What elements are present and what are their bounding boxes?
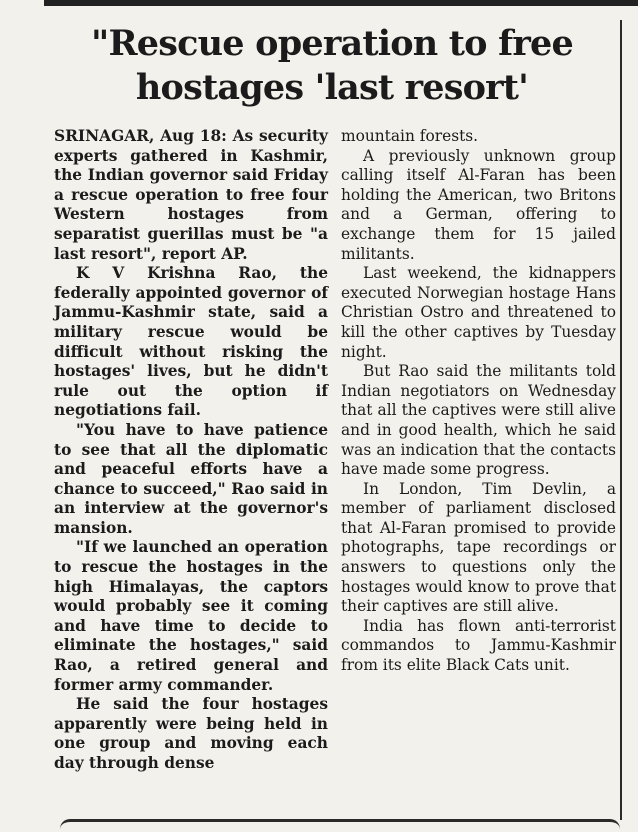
top-border-rule	[44, 0, 638, 6]
paragraph: mountain forests.	[341, 127, 479, 145]
adjacent-column-edge	[620, 20, 638, 820]
paragraph: SRINAGAR, Aug 18: As security experts gathered in Kashmir, the Indian governor said Friday a rescue operation to free four Western hostages from separatist guerillas must be "a last resort", report AP.	[54, 127, 328, 263]
paragraph: K V Krishna Rao, the federally appointed governor of Jammu-Kashmir state, said a military rescue would be difficult without risking the hostages' lives, but he didn't rule out the option if negotiations fail.	[54, 264, 328, 420]
article-column-left	[54, 127, 328, 774]
paragraph: A previously unknown group calling itself Al-Faran has been holding the American, two Britons and a German, offering to exchange them for 15 jailed militants.	[341, 146, 616, 263]
paragraph: "You have to have patience to see that all the diplomatic and peaceful efforts have a chance to succeed," Rao said in an interview at the governor's mansion.	[54, 420, 328, 537]
paragraph: He said the four hostages apparently were being held in one group and moving each day through dense	[54, 695, 328, 772]
paragraph: India has flown anti-terrorist commandos to Jammu-Kashmir from its elite Black Cats unit.	[341, 616, 616, 675]
paragraph: Last weekend, the kidnappers executed Norwegian hostage Hans Christian Ostro and threatened to kill the other captives by Tuesday night.	[341, 264, 616, 361]
paragraph: But Rao said the militants told Indian negotiators on Wednesday that all the captives were still alive and in good health, which he said was an indication that the contacts have made some progress.	[341, 362, 616, 479]
paragraph: "If we launched an operation to rescue the hostages in the high Himalayas, the captors would probably see it coming and have time to decide to eliminate the hostages," said Rao, a retired general and former army commander.	[54, 538, 328, 694]
article-column-right	[341, 127, 616, 676]
paragraph: In London, Tim Devlin, a member of parliament disclosed that Al-Faran promised to provide photographs, tape recordings or answers to questions only the hostages would know to prove that their captives are still alive.	[341, 479, 616, 616]
headline: "Rescue operation to free hostages 'last resort'	[91, 23, 573, 108]
bottom-border-rule	[60, 819, 620, 832]
